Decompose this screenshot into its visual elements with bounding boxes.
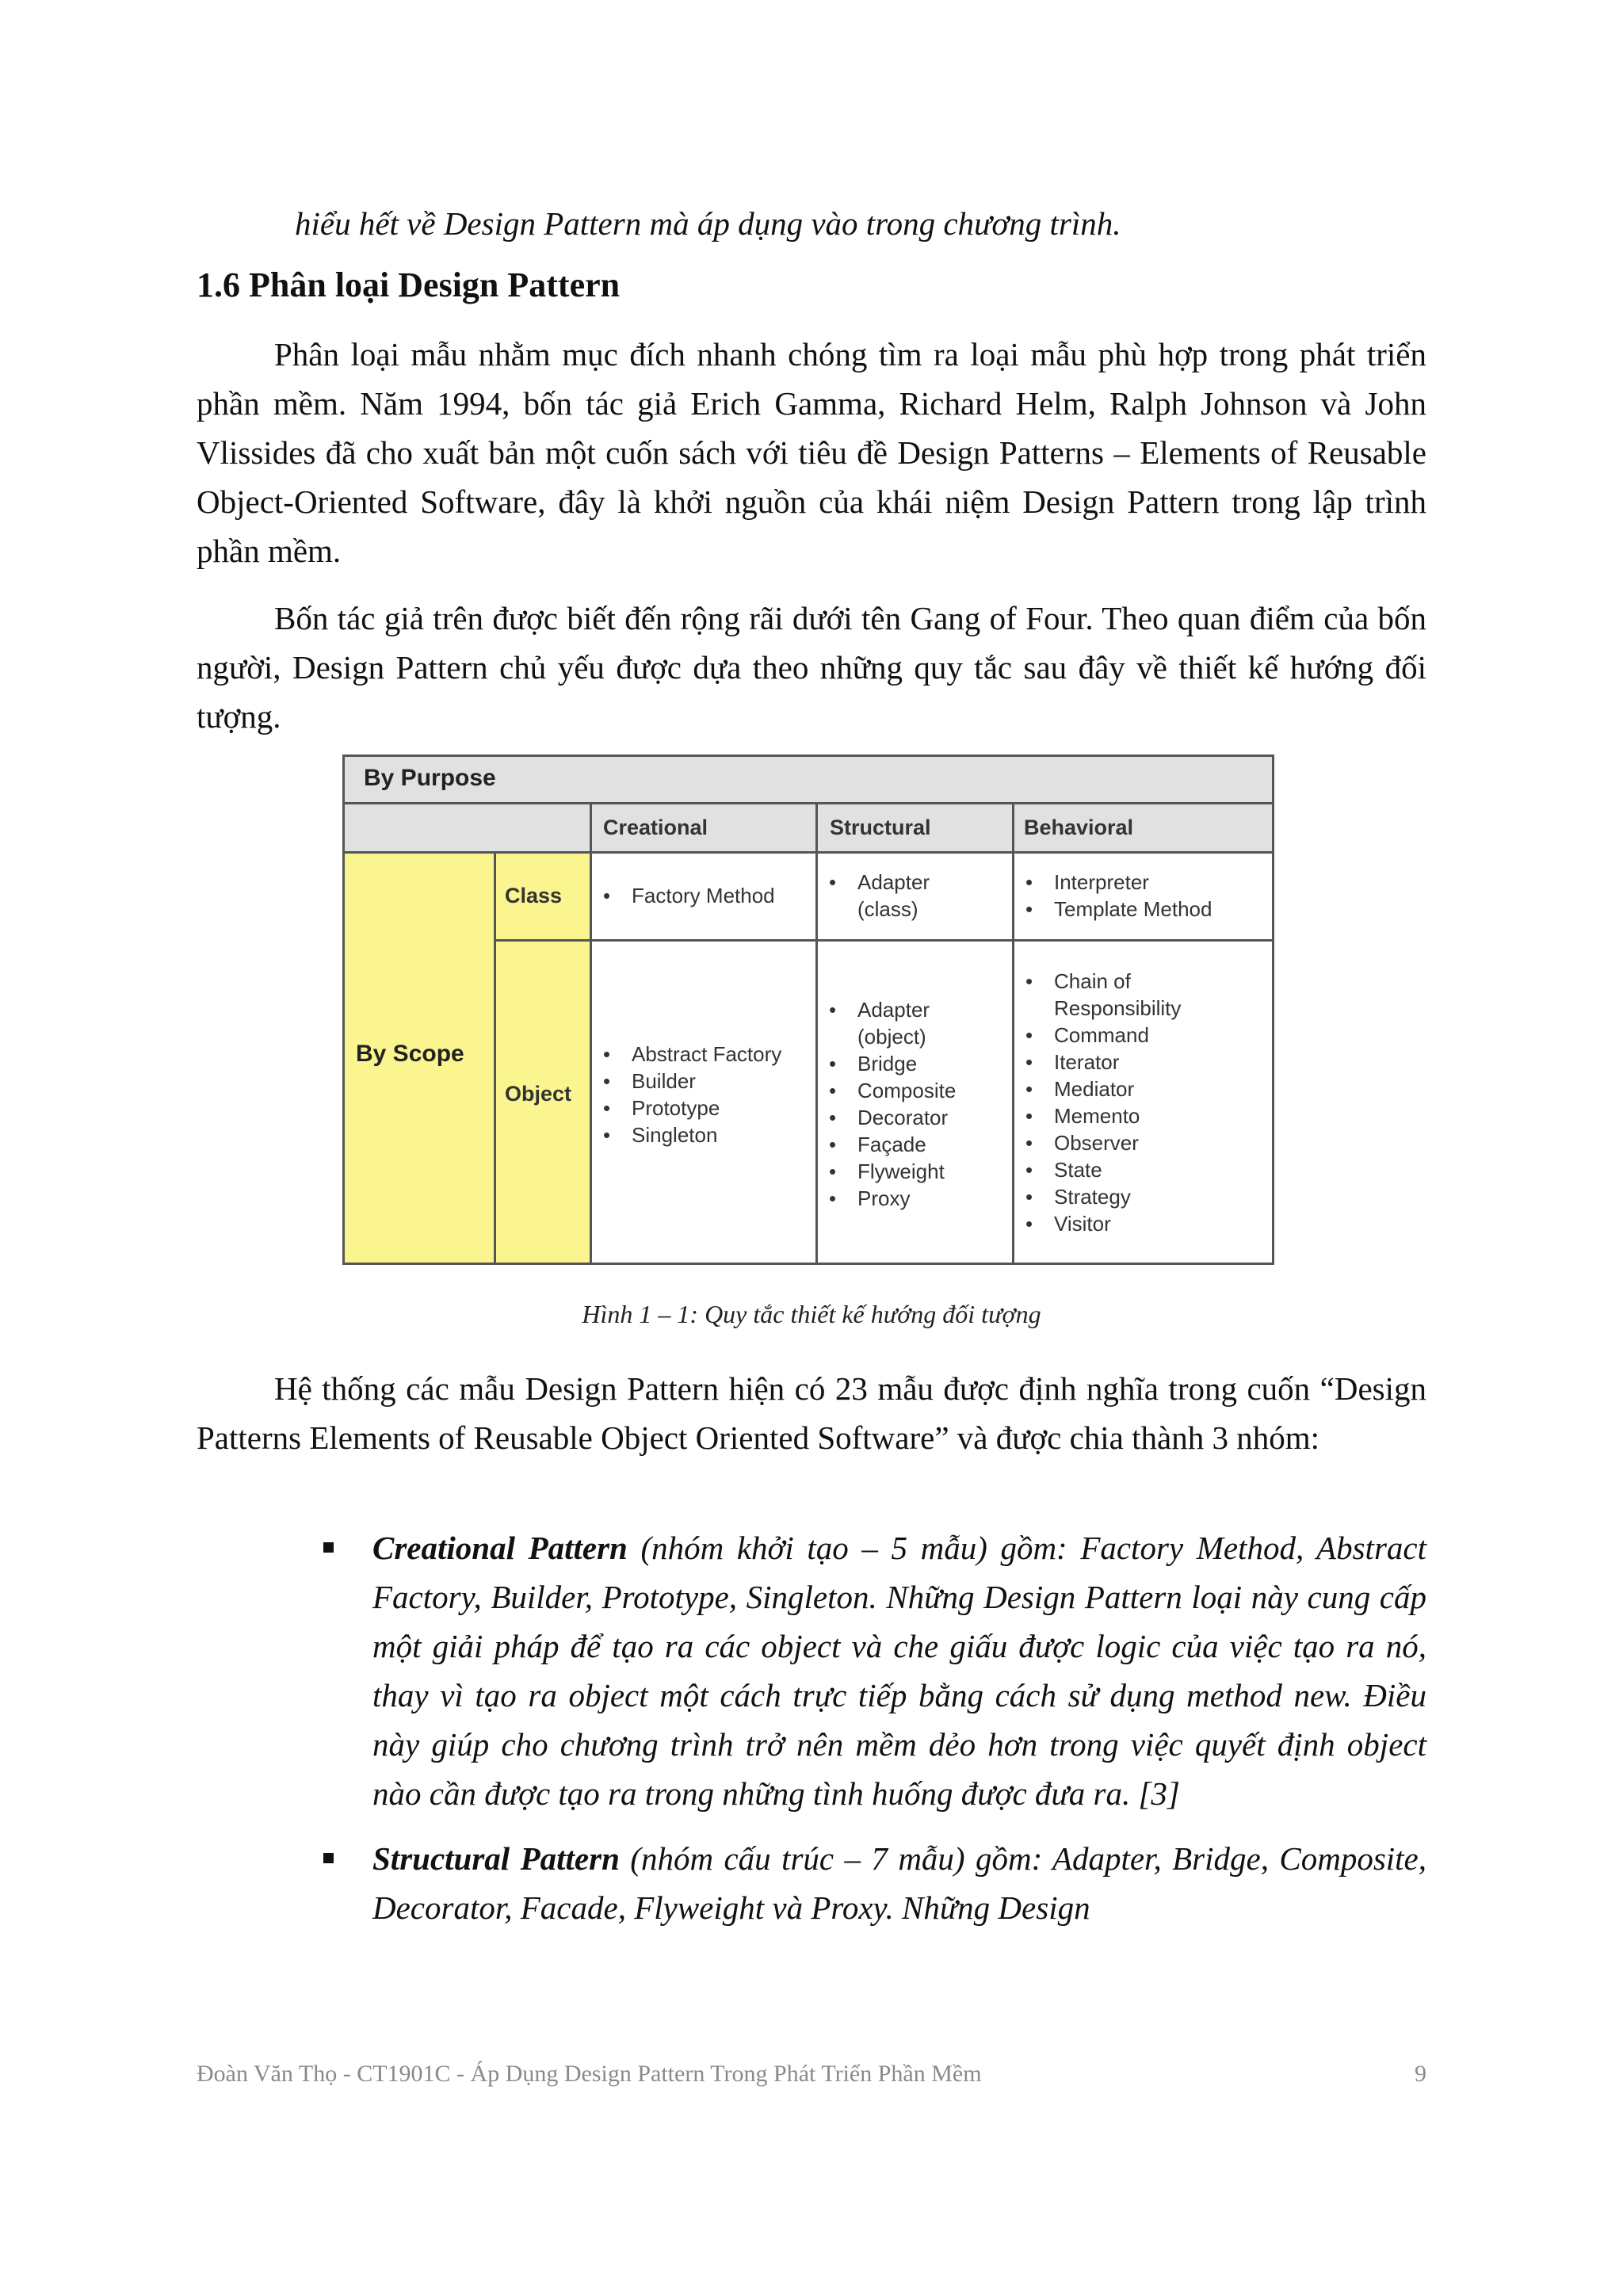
object-row-label: Object xyxy=(505,1082,572,1106)
object-behavioral-list xyxy=(1014,968,1268,1237)
list-item: • Builder xyxy=(603,1069,696,1093)
list-item: • Strategy xyxy=(1025,1185,1131,1209)
list-item: • Iterator xyxy=(1025,1050,1120,1074)
creational-header: Creational xyxy=(603,816,708,839)
list-item: • State xyxy=(1025,1158,1102,1182)
list-item-creational xyxy=(197,1523,1426,1818)
list-item: • Mediator xyxy=(1025,1077,1135,1101)
list-item: • Façade xyxy=(829,1133,926,1156)
list-item: • Proxy xyxy=(829,1186,911,1210)
section-heading: 1.6 Phân loại Design Pattern xyxy=(197,266,621,304)
page-number: 9 xyxy=(1415,2061,1426,2087)
bullet-text: (nhóm cấu trúc – 7 mẫu) gồm: Adapter, Bridge, Composite, Decorator, Facade, Flyweight và Proxy. Những Design xyxy=(372,1840,1427,1926)
object-creational-list xyxy=(592,1041,814,1148)
list-item: • Composite xyxy=(829,1079,957,1102)
design-pattern-table xyxy=(342,755,1274,1265)
class-behavioral-list xyxy=(1014,869,1268,923)
pattern-group-list xyxy=(197,1523,1426,1932)
class-creational-list xyxy=(592,882,814,909)
class-structural-list xyxy=(818,869,1008,923)
list-item: • Bridge xyxy=(829,1052,918,1075)
square-bullet-icon xyxy=(323,1542,334,1553)
list-item: • Abstract Factory xyxy=(603,1042,782,1066)
structural-header: Structural xyxy=(830,816,931,839)
list-item: • Factory Method xyxy=(603,884,775,907)
behavioral-header: Behavioral xyxy=(1024,816,1134,839)
bullet-term: Creational Pattern xyxy=(372,1530,628,1566)
list-item: • Observer xyxy=(1025,1131,1139,1155)
footer-title: Đoàn Văn Thọ - CT1901C - Áp Dụng Design Pattern Trong Phát Triển Phần Mềm xyxy=(197,2061,982,2087)
grid-line xyxy=(494,939,1272,942)
square-bullet-icon xyxy=(323,1853,334,1863)
by-purpose-label: By Purpose xyxy=(364,765,496,791)
bullet-text: (nhóm khởi tạo – 5 mẫu) gồm: Factory Method, Abstract Factory, Builder, Prototype, Singleton. Những Design Pattern loại này cung cấp một giải pháp để tạo ra các object và che giấu được logic của việc tạo ra nó, thay vì tạo ra object một cách trực tiếp bằng cách sử dụng method new. Điều này giúp cho chương trình trở nên mềm dẻo hơn trong việc quyết định object nào cần được tạo ra trong những tình huống được đưa ra. [3] xyxy=(372,1530,1426,1812)
list-item: • Prototype xyxy=(603,1096,720,1120)
list-item: • Template Method xyxy=(1025,897,1212,921)
paragraph-gang-of-four: Bốn tác giả trên được biết đến rộng rãi dưới tên Gang of Four. Theo quan điểm của bốn người, Design Pattern chủ yếu được dựa theo những quy tắc sau đây về thiết kế hướng đối tượng. xyxy=(197,600,1426,735)
grid-line xyxy=(494,852,496,1263)
list-item: • Memento xyxy=(1025,1104,1140,1128)
object-structural-list xyxy=(818,996,1008,1212)
list-item: • Adapter (class) xyxy=(829,870,930,921)
grid-line xyxy=(345,851,1272,854)
paragraph-23-patterns: Hệ thống các mẫu Design Pattern hiện có 23 mẫu được định nghĩa trong cuốn “Design Patterns Elements of Reusable Object Oriented Software” và được chia thành 3 nhóm: xyxy=(197,1370,1426,1456)
grid-line xyxy=(345,802,1272,804)
list-item: • Command xyxy=(1025,1023,1149,1047)
bullet-term: Structural Pattern xyxy=(372,1840,620,1877)
scope-row-labels-cell xyxy=(494,852,590,1263)
continued-line: hiểu hết về Design Pattern mà áp dụng vào trong chương trình. xyxy=(295,205,1121,242)
class-row-label: Class xyxy=(505,884,563,907)
figure-caption: Hình 1 – 1: Quy tắc thiết kế hướng đối tượng xyxy=(582,1300,1041,1328)
by-scope-label: By Scope xyxy=(356,1041,464,1067)
paragraph-classification: Phân loại mẫu nhằm mục đích nhanh chóng tìm ra loại mẫu phù hợp trong phát triển phần mềm. Năm 1994, bốn tác giả Erich Gamma, Richard Helm, Ralph Johnson và John Vlissides đã cho xuất bản một cuốn sách với tiêu đề Design Patterns – Elements of Reusable Object-Oriented Software, đây là khởi nguồn của khái niệm Design Pattern trong lập trình phần mềm. xyxy=(197,336,1426,569)
grid-line xyxy=(590,803,592,1263)
list-item: • Chain of Responsibility xyxy=(1025,969,1182,1020)
list-item: • Visitor xyxy=(1025,1212,1111,1236)
list-item-structural xyxy=(197,1834,1426,1932)
list-item: • Singleton xyxy=(603,1123,718,1147)
list-item: • Adapter (object) xyxy=(829,998,930,1049)
list-item: • Flyweight xyxy=(829,1159,945,1183)
list-item: • Interpreter xyxy=(1025,870,1149,894)
list-item: • Decorator xyxy=(829,1106,949,1129)
